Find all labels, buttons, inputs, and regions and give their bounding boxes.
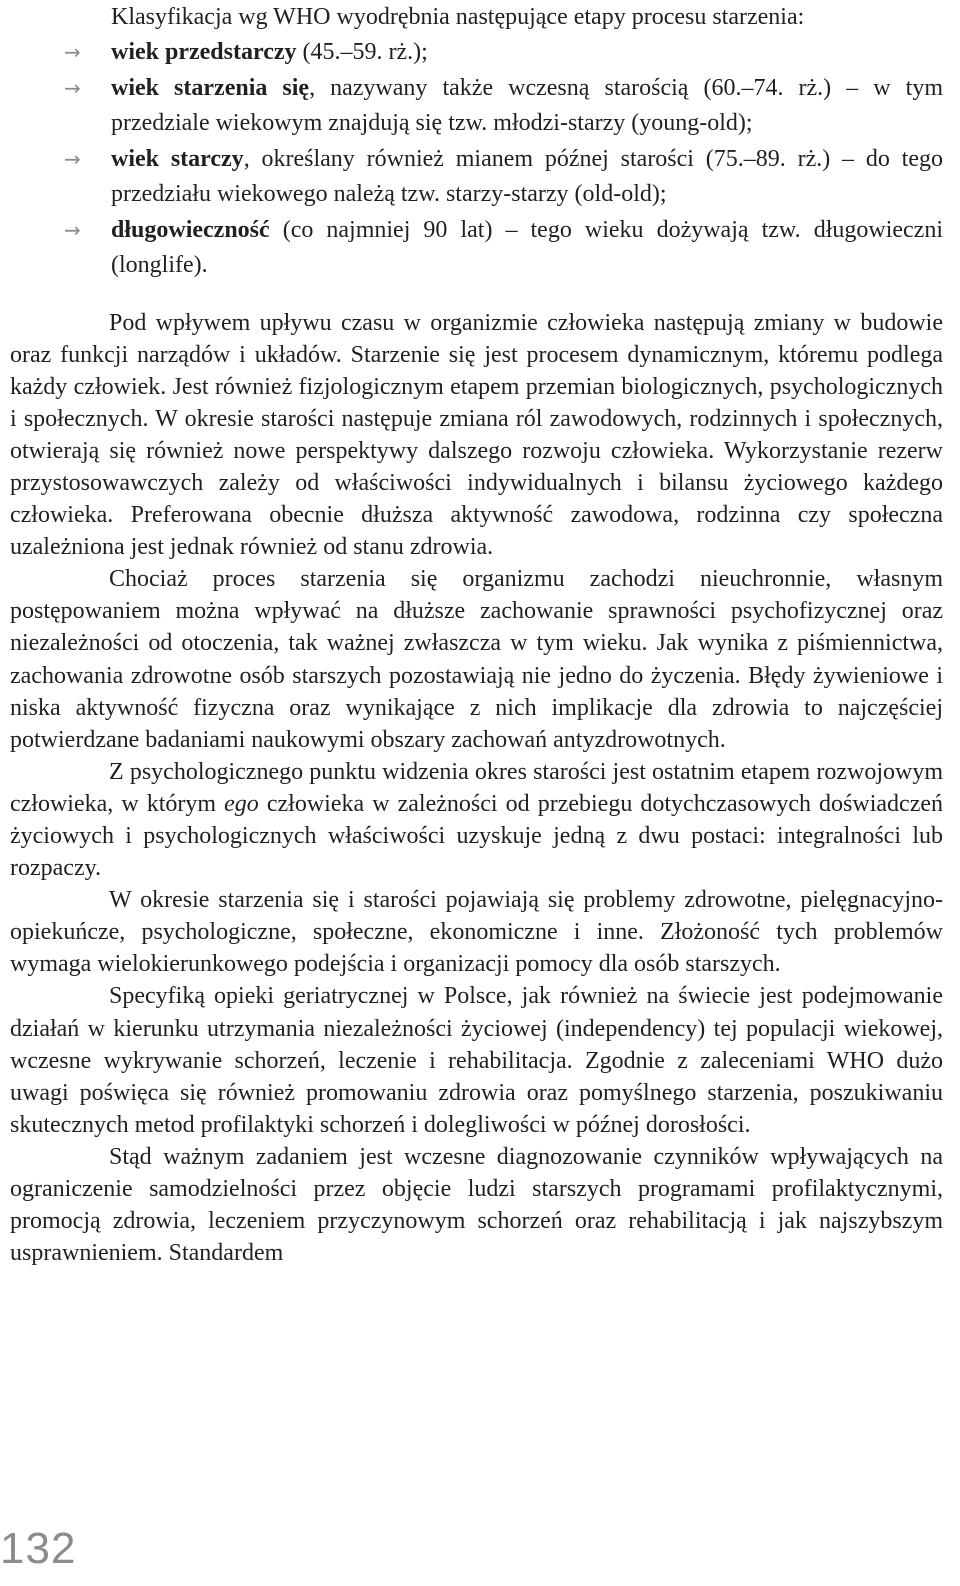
- paragraph: Stąd ważnym zadaniem jest wczesne diagnozowanie czynników wpływających na ograniczenie samodzielności przez objęcie ludzi starszych programami profilaktycznymi, promocją zdrowia, leczeniem przyczynowym schorzeń oraz rehabilitacją i jak najszybszym usprawnieniem. Standardem: [10, 1143, 943, 1267]
- paragraph: W okresie starzenia się i starości pojawiają się problemy zdrowotne, pielęgnacyjno-opiekuńcze, psychologiczne, społeczne, ekonomiczne i inne. Złożoność tych problemów wymaga wielokierunkowego podejścia i organizacji pomocy dla osób starszych.: [10, 887, 943, 978]
- stage-description: , nazywany także wczesną starością (60.–74. rż.) – w tym przedziale wiekowym znajdują się tzw. młodzi-starzy (young-old);: [111, 74, 943, 136]
- arrow-bullet-icon: →: [64, 146, 81, 171]
- stage-term: długowieczność: [111, 216, 270, 243]
- list-item: [10, 71, 943, 142]
- paragraph: Pod wpływem upływu czasu w organizmie człowieka następują zmiany w budowie oraz funkcji narządów i układów. Starzenie się jest procesem dynamicznym, któremu podlega każdy człowiek. Jest również fizjologicznym etapem przemian biologicznych, psychologicznych i społecznych. W okresie starości następuje zmiana ról zawodowych, rodzinnych i społecznych, otwierają się również nowe perspektywy dalszego rozwoju człowieka. Wykorzystanie rezerw przystosowawczych zależy od właściwości indywidualnych i bilansu życiowego każdego człowieka. Preferowana obecnie dłuższa aktywność zawodowa, rodzinna czy społeczna uzależniona jest jednak również od stanu zdrowia.: [10, 309, 943, 561]
- list-item: [10, 213, 943, 284]
- italic-term: ego: [224, 790, 259, 817]
- paragraph: Specyfiką opieki geriatrycznej w Polsce, jak również na świecie jest podejmowanie działań w kierunku utrzymania niezależności życiowej (independency) tej populacji wiekowej, wczesne wykrywanie schorzeń, leczenie i rehabilitacja. Zgodnie z zaleceniami WHO dużo uwagi poświęca się również promowaniu zdrowia oraz pomyślnego starzenia, poszukiwaniu skutecznych metod profilaktyki schorzeń i dolegliwości w późnej dorosłości.: [10, 983, 943, 1138]
- arrow-bullet-icon: →: [64, 75, 81, 100]
- intro-sentence: Klasyfikacja wg WHO wyodrębnia następujące etapy procesu starzenia:: [111, 4, 805, 30]
- list-item: [10, 142, 943, 213]
- paragraph-text: człowieka w zależności od przebiegu dotychczasowych doświadczeń życiowych i psychologicznych właściwości uzyskuje jedną z dwu postaci: integralności lub rozpaczy.: [10, 790, 944, 882]
- paragraph: Chociaż proces starzenia się organizmu zachodzi nieuchronnie, własnym postępowaniem można wpływać na dłuższe zachowanie sprawności psychofizycznej oraz niezależności od otoczenia, tak ważnej zwłaszcza w tym wieku. Jak wynika z piśmiennictwa, zachowania zdrowotne osób starszych pozostawiają nie jedno do życzenia. Błędy żywieniowe i niska aktywność fizyczna oraz wynikające z nich implikacje dla zdrowia to najczęściej potwierdzane badaniami naukowymi obszary zachowań antyzdrowotnych.: [10, 566, 943, 753]
- document-page: [10, 0, 943, 1269]
- stage-description: , określany również mianem późnej starości (75.–89. rż.) – do tego przedziału wiekowego należą tzw. starzy-starzy (old-old);: [111, 145, 943, 207]
- arrow-bullet-icon: →: [64, 40, 81, 64]
- stage-term: wiek starczy: [111, 145, 244, 172]
- stage-term: wiek przedstarczy: [111, 39, 297, 65]
- arrow-bullet-icon: →: [64, 217, 81, 242]
- stage-description: (co najmniej 90 lat) – tego wieku dożywają tzw. długowieczni (longlife).: [111, 216, 943, 278]
- page-number: 132: [0, 1524, 77, 1573]
- stage-description: (45.–59. rż.);: [296, 39, 428, 65]
- who-stages-list: [10, 35, 943, 284]
- paragraph: [10, 756, 943, 884]
- paragraph-text: Z psychologicznego punktu widzenia okres starości jest ostatnim etapem rozwojowym człowieka, w którym: [10, 758, 943, 817]
- stage-term: wiek starzenia się: [111, 74, 310, 101]
- list-item: [10, 35, 943, 71]
- body-text: [10, 307, 943, 1270]
